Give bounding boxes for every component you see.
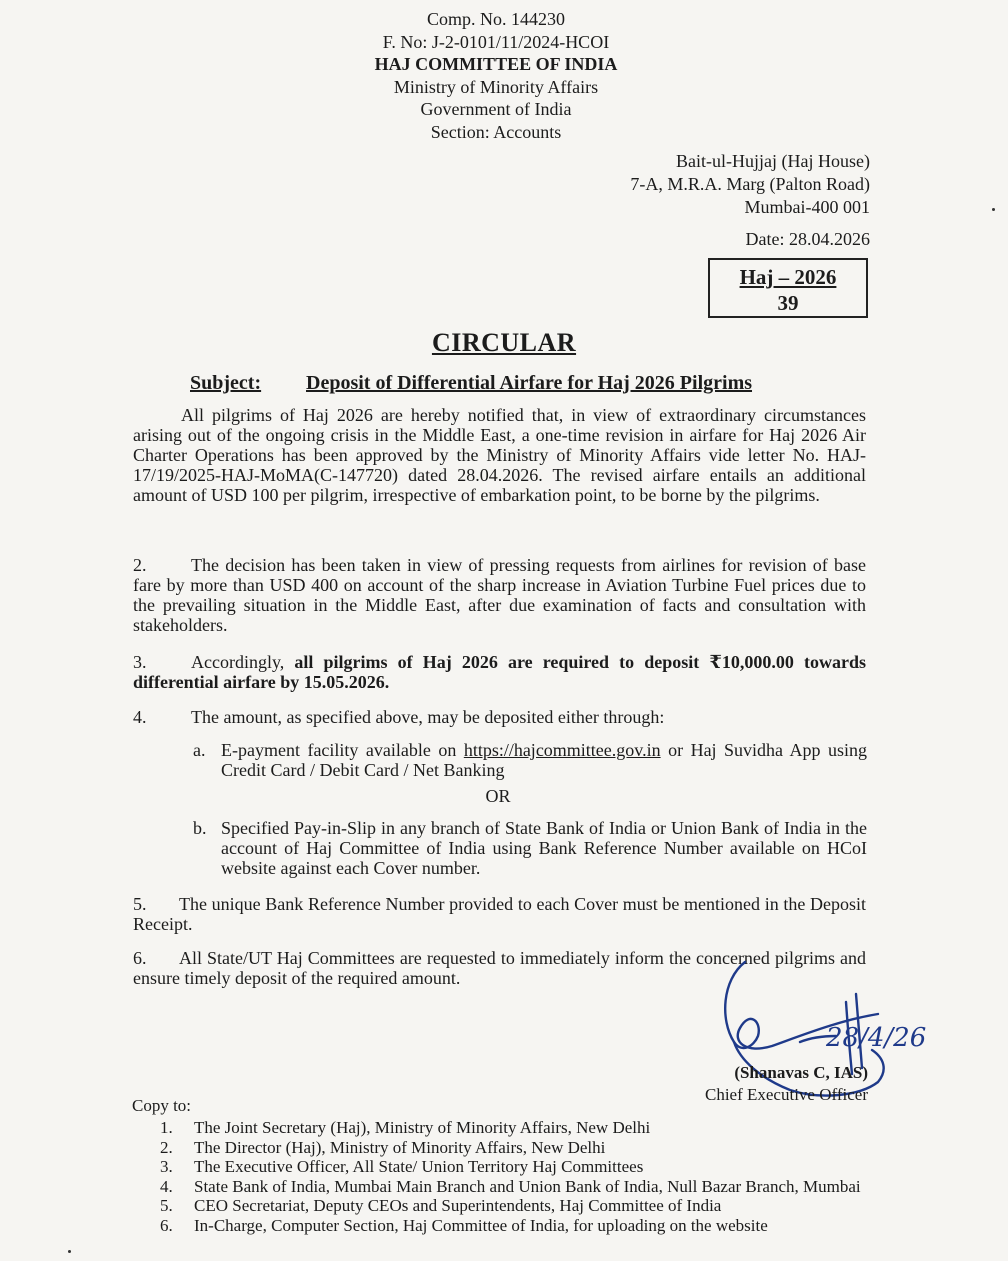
copy-to-number: 6. (160, 1215, 173, 1235)
paragraph-text: The unique Bank Reference Number provided to each Cover must be mentioned in the Deposit Receipt. (133, 894, 866, 934)
option-letter: b. (193, 818, 207, 838)
option-letter: a. (193, 740, 206, 760)
option-text-part: or Haj Suvidha App using Credit Card / Debit Card / Net Banking (221, 740, 867, 780)
payment-option-b (193, 818, 867, 878)
paragraph-1: All pilgrims of Haj 2026 are hereby notified that, in view of extraordinary circumstances arising out of the ongoing crisis in the Middle East, a one-time revision in airfare for Haj 2026 Air Charter Operations has been approved by the Ministry of Minority Affairs vide letter No. HAJ-17/19/2025-HAJ-MoMA(C-147720) dated 28.04.2026. The revised airfare entails an additional amount of USD 100 per pilgrim, irrespective of embarkation point, to be borne by the pilgrims. (133, 405, 866, 505)
ministry-name: Ministry of Minority Affairs (393, 76, 599, 97)
paragraph-3 (133, 652, 866, 692)
circular-date: Date: 28.04.2026 (745, 229, 870, 249)
copy-to-number: 5. (160, 1196, 173, 1216)
paragraph-text: The amount, as specified above, may be deposited either through: (191, 707, 665, 727)
address-line: Mumbai-400 001 (744, 197, 870, 217)
reference-box (708, 258, 868, 318)
subject-line (190, 372, 752, 395)
copy-to-number: 3. (160, 1157, 173, 1177)
copy-to-item (160, 1196, 861, 1216)
copy-to-item (160, 1157, 861, 1177)
paragraph-text: All State/UT Haj Committees are requested to immediately inform the concerned pilgrims and ensure timely deposit of the required amount. (133, 948, 866, 988)
copy-to-item (160, 1138, 861, 1158)
address-block (630, 150, 870, 219)
signature-date: 28/4/26 (826, 1023, 927, 1053)
address-line: Bait-ul-Hujjaj (Haj House) (676, 151, 870, 171)
scan-speck (68, 1250, 71, 1253)
paragraph-5 (133, 894, 866, 934)
address-line: 7-A, M.R.A. Marg (Palton Road) (630, 174, 870, 194)
government-name: Government of India (420, 99, 572, 119)
page-title: CIRCULAR (431, 328, 577, 357)
reference-year: Haj – 2026 (739, 265, 837, 289)
copy-to-text: In-Charge, Computer Section, Haj Committee of India, for uploading on the website (194, 1215, 768, 1235)
paragraph-bold-text: all pilgrims of Haj 2026 are required to deposit ₹10,000.00 towards differential airfare by 15.05.2026. (133, 652, 867, 692)
option-text-part: E-payment facility available on (221, 740, 464, 760)
comp-number: Comp. No. 144230 (426, 9, 565, 29)
paragraph-number: 3. (133, 652, 147, 672)
copy-to-number: 2. (160, 1137, 173, 1157)
copy-to-list (160, 1118, 861, 1236)
section-name: Section: Accounts (430, 121, 562, 142)
paragraph-4 (133, 707, 866, 727)
paragraph-number: 5. (133, 894, 147, 914)
copy-to-item (160, 1118, 861, 1138)
organisation-name: HAJ COMMITTEE OF INDIA (374, 54, 618, 74)
paragraph-number: 4. (133, 707, 147, 727)
copy-to-text: CEO Secretariat, Deputy CEOs and Superintendents, Haj Committee of India (194, 1196, 722, 1216)
option-text: Specified Pay-in-Slip in any branch of State Bank of India or Union Bank of India in the account of Haj Committee of India using Bank Reference Number available on HCoI website against each Cover number. (221, 818, 867, 878)
file-number: F. No: J-2-0101/11/2024-HCOI (382, 31, 610, 52)
copy-to-text: State Bank of India, Mumbai Main Branch and Union Bank of India, Null Bazar Branch, Mumbai (194, 1176, 861, 1196)
copy-to-text: The Joint Secretary (Haj), Ministry of Minority Affairs, New Delhi (194, 1118, 651, 1137)
or-separator: OR (485, 786, 511, 806)
signatory-designation: Chief Executive Officer (704, 1085, 868, 1104)
paragraph-number: 2. (133, 555, 147, 575)
copy-to-number: 1. (160, 1118, 173, 1137)
copy-to-text: The Director (Haj), Ministry of Minority Affairs, New Delhi (194, 1137, 606, 1157)
copy-to-label: Copy to: (132, 1096, 192, 1115)
subject-label: Subject: (190, 372, 262, 394)
subject-text: Deposit of Differential Airfare for Haj 2026 Pilgrims (306, 372, 753, 394)
signatory-name: (Shanavas C, IAS) (734, 1063, 868, 1082)
hajcommittee-link[interactable]: https://hajcommittee.gov.in (463, 740, 661, 760)
letterhead (0, 8, 1000, 143)
scan-speck (992, 208, 995, 211)
payment-option-a (193, 740, 867, 780)
paragraph-text: The decision has been taken in view of pressing requests from airlines for revision of base fare by more than USD 400 on account of the sharp increase in Aviation Turbine Fuel prices due to the prevailing situation in the Middle East, after due examination of facts and consultation with stakeholders. (133, 555, 866, 635)
copy-to-item (160, 1216, 861, 1236)
paragraph-text: Accordingly, (191, 652, 295, 672)
option-text (221, 740, 867, 780)
copy-to-text: The Executive Officer, All State/ Union Territory Haj Committees (194, 1157, 644, 1177)
reference-number: 39 (777, 291, 799, 315)
copy-to-item (160, 1177, 861, 1197)
paragraph-2 (133, 555, 866, 635)
copy-to-number: 4. (160, 1176, 173, 1196)
paragraph-number: 6. (133, 948, 147, 968)
signatory-block (705, 1062, 868, 1106)
